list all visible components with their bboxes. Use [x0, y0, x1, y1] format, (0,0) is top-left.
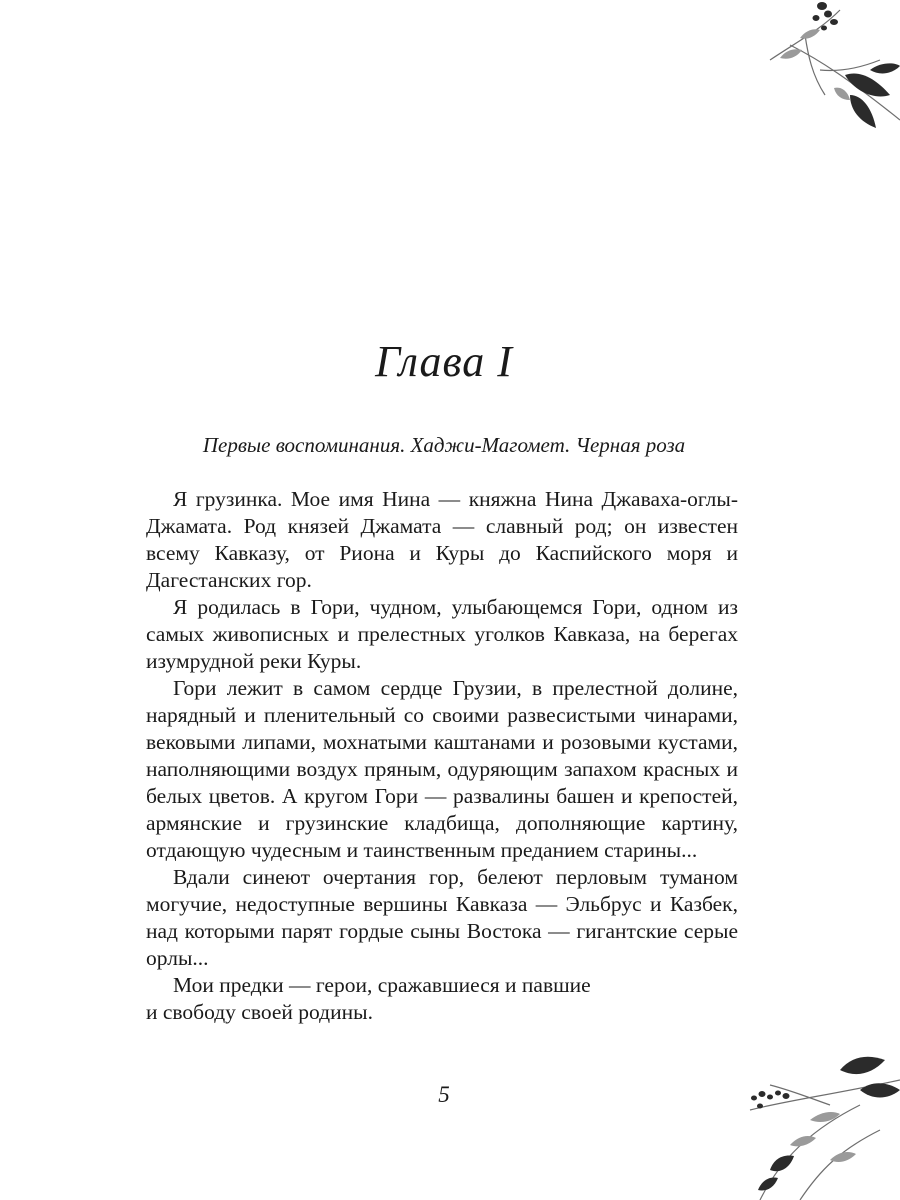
floral-branch-ornament-bottom: [740, 1050, 900, 1200]
chapter-body: [146, 486, 738, 1026]
paragraph: Я родилась в Гори, чудном, улыбающемся Гори, одном из самых живописных и прелестных уголков Кавказа, на берегах изумрудной реки Куры.: [146, 595, 738, 673]
page-number: 5: [438, 1082, 450, 1107]
paragraph-continuation: и свободу своей родины.: [146, 1000, 373, 1024]
paragraph: Гори лежит в самом сердце Грузии, в прелестной долине, нарядный и пленительный со своими развесистыми чинарами, вековыми липами, мохнатыми каштанами и розовыми кустами, наполняющими воздух пряным, одуряющим запахом красных и белых цветов. А кругом Гори — развалины башен и крепостей, армянские и грузинские кладбища, дополняющие картину, отдающую чудесным и таинственным преданием старины...: [146, 676, 738, 862]
chapter-title: Глава I: [375, 337, 513, 386]
paragraph: Мои предки — герои, сражавшиеся и павшие: [173, 973, 591, 997]
paragraph: Я грузинка. Мое имя Нина — княжна Нина Джаваха-оглы-Джамата. Род князей Джамата — славный род; он известен всему Кавказу, от Риона и Куры до Каспийского моря и Дагестанских гор.: [146, 487, 738, 592]
paragraph: Вдали синеют очертания гор, белеют перловым туманом могучие, недоступные вершины Кавказа — Эльбрус и Казбек, над которыми парят гордые сыны Востока — гигантские серые орлы...: [146, 865, 738, 970]
floral-branch-ornament-top: [750, 0, 900, 150]
chapter-subtitle: Первые воспоминания. Хаджи-Магомет. Черная роза: [202, 433, 686, 457]
